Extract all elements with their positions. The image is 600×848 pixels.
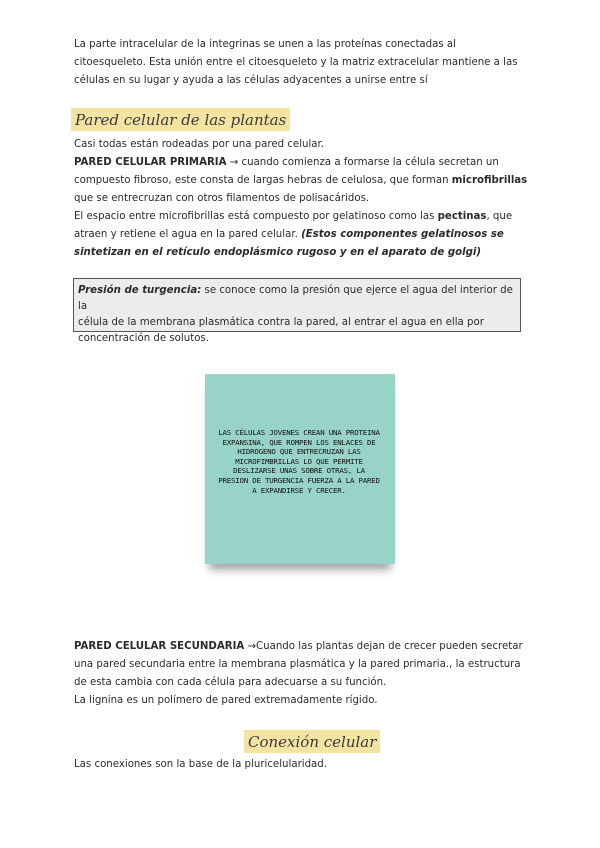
pectinas-line-a: El espacio entre microfibrillas está compuesto por gelatinoso como las: [74, 211, 438, 222]
turgencia-term: Presión de turgencia:: [78, 285, 202, 296]
pectinas-term: pectinas: [437, 211, 487, 222]
secundaria-line-1: →Cuando las plantas dejan de crecer pueden secretar: [244, 641, 523, 652]
secundaria-paragraph: [74, 638, 529, 710]
conexion-paragraph: [74, 756, 529, 774]
secundaria-term: PARED CELULAR SECUNDARIA: [74, 641, 245, 652]
microfibrillas-term: microfibrillas: [451, 175, 528, 186]
pectinas-note-a: (Estos componentes gelatinosos se: [301, 229, 504, 240]
primaria-line-4: que se entrecruzan con otros filamentos de polisacáridos.: [74, 193, 370, 204]
turgencia-text-1: se conoce como la presión que ejerce el agua del interior de la: [78, 285, 513, 312]
heading-conexion-celular: Conexión celular: [244, 730, 380, 753]
primaria-definition: → cuando comienza a formarse la célula secretan un: [226, 157, 499, 168]
turgencia-text-3: concentración de solutos.: [78, 333, 209, 344]
conexion-line-1: Las conexiones son la base de la pluricelularidad.: [74, 759, 327, 770]
turgencia-box: [73, 278, 521, 344]
sticky-note: [205, 374, 395, 564]
secundaria-line-2: una pared secundaria entre la membrana plasmática y la pared primaria., la estructura: [74, 659, 521, 670]
pectinas-line-c: , que: [486, 211, 513, 222]
secundaria-line-3: de esta cambia con cada célula para adecuarse a su función.: [74, 677, 387, 688]
pared-celular-paragraph: [74, 136, 529, 262]
pared-intro-line: Casi todas están rodeadas por una pared celular.: [74, 139, 325, 150]
intro-line-1: La parte intracelular de la integrinas se unen a las proteínas conectadas al: [74, 39, 457, 50]
primaria-term: PARED CELULAR PRIMARIA: [74, 157, 227, 168]
pectinas-line-6: atraen y retiene el agua en la pared celular.: [74, 229, 302, 240]
intro-line-3: células en su lugar y ayuda a las células adyacentes a unirse entre sí: [74, 75, 428, 86]
intro-line-2: citoesqueleto. Esta unión entre el citoesqueleto y la matriz extracelular mantiene a las: [74, 57, 518, 68]
heading-pared-celular: Pared celular de las plantas: [71, 108, 290, 131]
turgencia-text-2: célula de la membrana plasmática contra la pared, al entrar el agua en ella por: [78, 317, 484, 328]
secundaria-line-4: La lignina es un polímero de pared extremadamente rígido.: [74, 695, 378, 706]
pectinas-note-b: sintetizan en el retículo endoplásmico rugoso y en el aparato de golgi): [74, 247, 482, 258]
sticky-note-text: LAS CÉLULAS JOVENES CREAN UNA PROTEINA EXPANSINA, QUE ROMPEN LOS ENLACES DE HIDROGENO QUE ENTRECRUZAN LAS MICROFIMBRILLAS LO QUE PERMITE DESLIZARSE UNAS SOBRE OTRAS, LA PRESION DE TURGENCIA FUERZA A LA PARED A EXPANDIRSE Y CRECER.: [218, 428, 380, 495]
intro-paragraph: [74, 36, 529, 90]
primaria-line-3: compuesto fibroso, este consta de largas hebras de celulosa, que forman: [74, 175, 452, 186]
